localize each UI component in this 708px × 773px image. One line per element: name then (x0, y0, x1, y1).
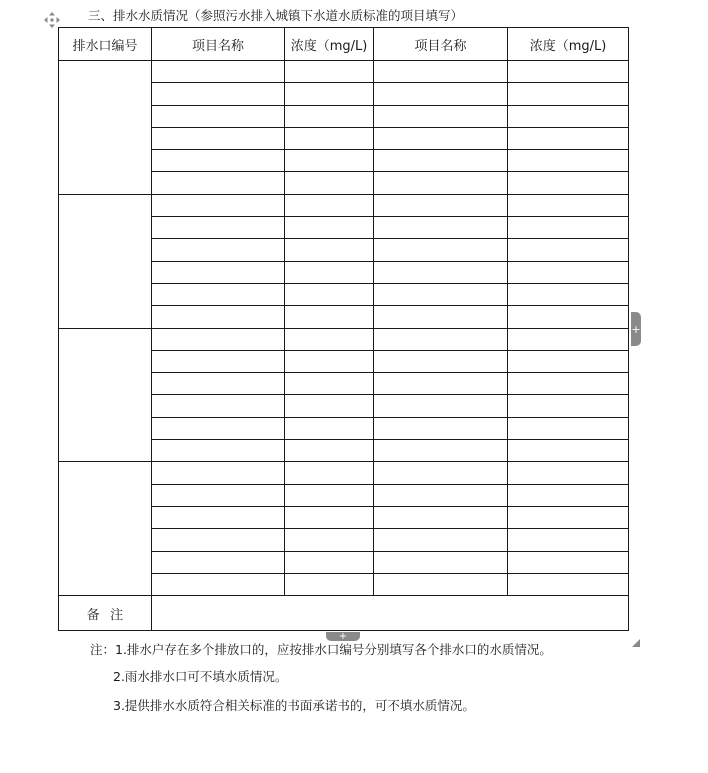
item-name-cell[interactable] (374, 573, 508, 595)
concentration-cell[interactable] (508, 150, 629, 172)
concentration-cell[interactable] (285, 484, 374, 506)
concentration-cell[interactable] (508, 373, 629, 395)
concentration-cell[interactable] (508, 61, 629, 83)
concentration-cell[interactable] (285, 373, 374, 395)
item-name-cell[interactable] (152, 127, 285, 149)
concentration-cell[interactable] (285, 551, 374, 573)
item-name-cell[interactable] (152, 395, 285, 417)
item-name-cell[interactable] (374, 61, 508, 83)
item-name-cell[interactable] (152, 194, 285, 216)
item-name-cell[interactable] (374, 127, 508, 149)
outlet-number-cell[interactable] (59, 61, 152, 195)
item-name-cell[interactable] (152, 150, 285, 172)
item-name-cell[interactable] (374, 328, 508, 350)
item-name-cell[interactable] (374, 350, 508, 372)
item-name-cell[interactable] (152, 61, 285, 83)
item-name-cell[interactable] (374, 283, 508, 305)
item-name-cell[interactable] (152, 551, 285, 573)
concentration-cell[interactable] (508, 127, 629, 149)
concentration-cell[interactable] (285, 328, 374, 350)
item-name-cell[interactable] (374, 462, 508, 484)
concentration-cell[interactable] (508, 217, 629, 239)
water-quality-table (58, 27, 629, 631)
item-name-cell[interactable] (374, 506, 508, 528)
table-row (59, 462, 629, 484)
note-3: 3.提供排水水质符合相关标准的书面承诺书的，可不填水质情况。 (113, 698, 475, 713)
concentration-cell[interactable] (285, 239, 374, 261)
section-title: 三、排水水质情况（参照污水排入城镇下水道水质标准的项目填写） (88, 8, 464, 23)
remarks-label: 备注 (59, 596, 152, 631)
concentration-cell[interactable] (285, 350, 374, 372)
item-name-cell[interactable] (152, 373, 285, 395)
concentration-cell[interactable] (508, 283, 629, 305)
concentration-cell[interactable] (285, 283, 374, 305)
item-name-cell[interactable] (374, 239, 508, 261)
concentration-cell[interactable] (508, 551, 629, 573)
concentration-cell[interactable] (285, 529, 374, 551)
item-name-cell[interactable] (152, 529, 285, 551)
header-concentration: 浓度（mg/L) (508, 28, 629, 61)
item-name-cell[interactable] (152, 283, 285, 305)
item-name-cell[interactable] (374, 529, 508, 551)
item-name-cell[interactable] (374, 551, 508, 573)
plus-icon: + (631, 322, 641, 336)
resize-corner-icon[interactable] (632, 632, 640, 640)
concentration-cell[interactable] (508, 261, 629, 283)
concentration-cell[interactable] (285, 150, 374, 172)
concentration-cell[interactable] (285, 573, 374, 595)
item-name-cell[interactable] (152, 328, 285, 350)
item-name-cell[interactable] (152, 417, 285, 439)
item-name-cell[interactable] (152, 217, 285, 239)
concentration-cell[interactable] (508, 83, 629, 105)
concentration-cell[interactable] (508, 350, 629, 372)
item-name-cell[interactable] (374, 484, 508, 506)
header-item-name: 项目名称 (374, 28, 508, 61)
table-move-handle-icon[interactable] (44, 12, 60, 28)
concentration-cell[interactable] (285, 506, 374, 528)
item-name-cell[interactable] (374, 217, 508, 239)
plus-icon: + (338, 631, 348, 642)
concentration-cell[interactable] (508, 573, 629, 595)
concentration-cell[interactable] (508, 440, 629, 462)
outlet-number-cell[interactable] (59, 328, 152, 462)
concentration-cell[interactable] (285, 395, 374, 417)
header-outlet-number: 排水口编号 (59, 28, 152, 61)
remarks-cell[interactable] (152, 596, 629, 631)
concentration-cell[interactable] (508, 462, 629, 484)
item-name-cell[interactable] (152, 506, 285, 528)
concentration-cell[interactable] (285, 194, 374, 216)
item-name-cell[interactable] (374, 105, 508, 127)
table-body (59, 61, 629, 596)
concentration-cell[interactable] (285, 105, 374, 127)
concentration-cell[interactable] (508, 306, 629, 328)
concentration-cell[interactable] (285, 462, 374, 484)
concentration-cell[interactable] (285, 417, 374, 439)
item-name-cell[interactable] (152, 261, 285, 283)
item-name-cell[interactable] (374, 83, 508, 105)
item-name-cell[interactable] (374, 150, 508, 172)
concentration-cell[interactable] (285, 83, 374, 105)
item-name-cell[interactable] (152, 172, 285, 194)
concentration-cell[interactable] (508, 417, 629, 439)
item-name-cell[interactable] (374, 306, 508, 328)
item-name-cell[interactable] (374, 172, 508, 194)
table-row (59, 328, 629, 350)
item-name-cell[interactable] (152, 484, 285, 506)
item-name-cell[interactable] (374, 395, 508, 417)
item-name-cell[interactable] (152, 239, 285, 261)
concentration-cell[interactable] (508, 529, 629, 551)
concentration-cell[interactable] (285, 217, 374, 239)
concentration-cell[interactable] (285, 261, 374, 283)
concentration-cell[interactable] (508, 239, 629, 261)
outlet-number-cell[interactable] (59, 462, 152, 596)
item-name-cell[interactable] (152, 105, 285, 127)
concentration-cell[interactable] (508, 172, 629, 194)
concentration-cell[interactable] (508, 328, 629, 350)
note-2: 2.雨水排水口可不填水质情况。 (113, 669, 288, 684)
remarks-row (59, 596, 629, 631)
item-name-cell[interactable] (374, 261, 508, 283)
item-name-cell[interactable] (152, 83, 285, 105)
concentration-cell[interactable] (508, 105, 629, 127)
table-header-row (59, 28, 629, 61)
outlet-number-cell[interactable] (59, 194, 152, 328)
concentration-cell[interactable] (285, 61, 374, 83)
item-name-cell[interactable] (374, 440, 508, 462)
item-name-cell[interactable] (152, 462, 285, 484)
concentration-cell[interactable] (508, 506, 629, 528)
item-name-cell[interactable] (374, 373, 508, 395)
concentration-cell[interactable] (285, 306, 374, 328)
add-column-button[interactable] (631, 312, 641, 346)
concentration-cell[interactable] (508, 194, 629, 216)
note-1: 注：1.排水户存在多个排放口的，应按排水口编号分别填写各个排水口的水质情况。 (90, 642, 552, 657)
concentration-cell[interactable] (508, 395, 629, 417)
concentration-cell[interactable] (285, 127, 374, 149)
item-name-cell[interactable] (152, 440, 285, 462)
item-name-cell[interactable] (374, 194, 508, 216)
item-name-cell[interactable] (152, 350, 285, 372)
concentration-cell[interactable] (285, 440, 374, 462)
concentration-cell[interactable] (285, 172, 374, 194)
item-name-cell[interactable] (152, 306, 285, 328)
concentration-cell[interactable] (508, 484, 629, 506)
item-name-cell[interactable] (374, 417, 508, 439)
table-row (59, 194, 629, 216)
header-concentration: 浓度（mg/L) (285, 28, 374, 61)
table-row (59, 61, 629, 83)
item-name-cell[interactable] (152, 573, 285, 595)
header-item-name: 项目名称 (152, 28, 285, 61)
